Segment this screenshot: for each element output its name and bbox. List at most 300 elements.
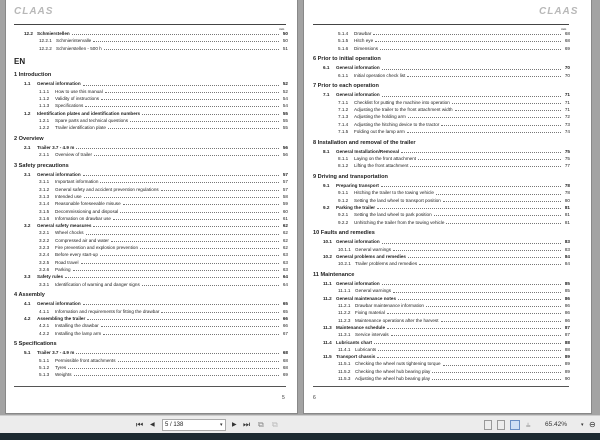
toc-page-number: 50 [282,31,288,36]
toc-section-number: 9.1 [323,183,330,189]
toc-entry[interactable] [14,229,288,236]
toc-entry[interactable] [313,375,570,382]
toc-section-number: 3.3.1 [39,281,50,287]
toc-entry[interactable] [14,322,288,329]
history-back-icon[interactable]: ⧉ [258,420,264,429]
leader-dots [410,162,561,167]
toc-entry-label: Before every start-up [55,252,98,258]
toc-entry-label: Parking the trailer [336,205,376,211]
toc-section-number: 1.2.1 [39,117,50,123]
toc-entry[interactable] [14,37,288,44]
toc-entry-label: Initial operation check list [354,72,406,78]
leader-dots [432,368,561,373]
toc-entry[interactable] [14,171,288,178]
toc-chapter-heading[interactable]: 4 Assembly [14,292,45,299]
leader-dots [120,208,279,213]
toc-entry[interactable] [313,106,570,113]
toc-entry[interactable] [14,88,288,95]
toc-entry-label: Schmierstellen [37,31,70,36]
toc-page-number: 55 [282,110,288,116]
toc-entry[interactable] [14,208,288,215]
toc-section-number: 3.1.6 [39,215,50,221]
toc-page-number: 68 [282,357,288,363]
toc-chapter-heading[interactable]: 5 Specifications [14,341,57,348]
leader-dots [118,357,279,362]
toc-entry-label: Trailer problems and remedies [355,261,418,267]
toc-entry-label: Weights [55,372,72,378]
toc-section-number: 11.4 [323,339,332,345]
table-of-contents [313,30,570,382]
toc-page-number: 65 [282,308,288,314]
leader-dots [377,353,561,358]
toc-page-number: 65 [282,301,288,307]
continuous-view-icon[interactable] [497,420,505,430]
leader-dots [74,371,279,376]
toc-entry-label: General warnings [355,288,392,294]
toc-section-number: 5.1.4 [338,31,349,36]
toc-entry-label: Setting the land wheel to transport position [354,197,441,203]
toc-section-number: 3.2 [24,223,31,229]
toc-entry-label: Assembling the trailer [37,315,86,321]
pdf-page-6 [303,0,592,414]
toc-section-number: 9.2 [323,205,330,211]
toc-section-number: 6.1.1 [338,72,349,78]
single-page-view-icon[interactable] [484,420,492,430]
toc-page-number: 75 [564,156,570,162]
toc-entry-label: Schmierintervalle [56,38,92,44]
toc-entry-label: General safety measures [37,223,92,229]
toc-page-number: 78 [564,190,570,196]
toc-entry[interactable] [313,302,570,309]
leader-dots [455,106,561,111]
leader-dots [418,155,561,160]
toc-section-number: 11.4.1 [338,346,351,352]
toc-page-number: 89 [564,368,570,374]
leader-dots [123,200,279,205]
toc-entry[interactable] [14,45,288,52]
toc-section-number: 11.2.2 [338,310,351,316]
toc-entry-label: General safety and accident prevention regulations [55,186,159,192]
toc-entry[interactable] [313,211,570,218]
toc-page-number: 62 [282,245,288,251]
toc-page-number: 88 [564,346,570,352]
toc-chapter-heading[interactable]: 2 Overview [14,135,44,142]
toc-section-number: 3.2.5 [39,259,50,265]
toc-entry[interactable] [14,259,288,266]
toc-entry-label: Lubricants [355,346,377,352]
toc-entry[interactable] [313,30,570,37]
prev-page-button[interactable]: ◀ [150,422,155,428]
toc-page-number: 68 [282,364,288,370]
toc-entry[interactable] [14,349,288,356]
toc-entry[interactable] [313,246,570,253]
toc-entry[interactable] [14,273,288,280]
leader-dots [408,113,561,118]
toc-page-number: 84 [564,261,570,267]
toc-page-number: 66 [282,315,288,321]
toc-section-number: 12.2.1 [39,38,52,44]
toc-chapter-heading[interactable]: 1 Introduction [14,72,52,79]
toc-entry[interactable] [313,182,570,189]
toc-section-number: 12.2.2 [39,45,52,51]
leader-dots [373,30,561,35]
toc-entry[interactable] [313,189,570,196]
toc-entry[interactable] [14,124,288,131]
leader-dots [101,95,279,100]
toc-entry[interactable] [313,368,570,375]
toc-entry[interactable] [14,178,288,185]
toc-section-number: 7.1.1 [338,99,349,105]
toc-entry-label: Identification plates and identification numbers [37,110,141,116]
toc-section-number: 3.2.1 [39,230,50,236]
toc-page-number: 69 [282,372,288,378]
toc-entry-label: Identification of warning and danger signs [55,281,140,287]
toc-section-number: 2.1 [24,144,31,150]
toc-entry[interactable] [313,99,570,106]
toc-page-number: 86 [564,317,570,323]
leader-dots [101,322,279,327]
toc-entry[interactable] [313,309,570,316]
toc-entry-label: Adjusting the wheel hub bearing play [355,375,431,381]
leader-dots [434,211,561,216]
toc-page-number: 89 [564,354,570,360]
toc-chapter-heading[interactable]: 3 Safety precautions [14,163,69,170]
toc-entry[interactable] [14,102,288,109]
toc-entry[interactable] [313,238,570,245]
zoom-dropdown-icon[interactable]: ▾ [581,422,584,428]
toc-entry[interactable] [14,251,288,258]
toc-section-number: 11.2 [323,295,332,301]
toc-page-number: 66 [282,323,288,329]
toc-section-number: 9.2.1 [338,212,349,218]
toc-page-number: 78 [564,183,570,189]
leader-dots [382,280,561,285]
toc-entry[interactable] [313,331,570,338]
toc-entry-label: General information [336,92,380,98]
toc-page-number: 71 [564,99,570,105]
leader-dots [104,45,279,50]
page-number-field[interactable]: 5 / 138 [162,419,226,431]
footer-rule [313,386,569,387]
toc-page-number: 70 [564,72,570,78]
leader-dots [398,295,561,300]
leader-dots [142,110,279,115]
leader-dots [375,37,561,42]
claas-logo: CLAAS [539,6,579,17]
leader-dots [83,300,279,305]
toc-entry-label: Fixing material [355,310,385,316]
toc-entry[interactable] [313,45,570,52]
toc-section-number: 1.1.1 [39,88,50,94]
leader-dots [161,308,279,313]
toc-entry-label: Parking [55,266,71,272]
toc-section-number: 12.2 [24,31,33,36]
toc-entry[interactable] [14,30,288,37]
toc-entry-label: Schmierstellen - 500 h [56,45,102,51]
toc-section-number: 10.1.1 [338,246,351,252]
toc-entry[interactable] [313,113,570,120]
toc-page-number: 62 [282,230,288,236]
toc-chapter-heading[interactable]: 11 Maintenance [313,272,355,279]
toc-section-number: 5.1.1 [39,357,50,363]
toc-entry-label: Road travel [55,259,79,265]
toc-section-number: 8.1.1 [338,156,349,162]
zoom-level[interactable]: 65.42% [545,421,568,428]
toc-chapter-heading[interactable]: 8 Installation and removal of the trailer [313,139,416,146]
leader-dots [382,64,561,69]
toc-entry[interactable] [313,360,570,367]
toc-entry[interactable] [14,357,288,364]
leader-dots [161,186,279,191]
toc-section-number: 11.5.3 [338,375,351,381]
toc-page-number: 69 [564,45,570,51]
toc-entry-label: Reasonable foreseeable misuse [55,201,121,207]
toc-entry-label: Wheel chocks [55,230,84,236]
toc-section-number: 5.1.5 [338,38,349,44]
leader-dots [391,331,561,336]
toc-chapter-heading[interactable]: 10 Faults and remedies [313,230,375,237]
toc-entry[interactable] [313,37,570,44]
toc-entry-label: Unhitching the trailer from the towing vehicle [354,219,445,225]
toc-entry[interactable] [14,300,288,307]
toc-entry[interactable] [313,91,570,98]
leader-dots [377,204,561,209]
toc-entry[interactable] [14,222,288,229]
toc-section-number: 4.2 [24,315,31,321]
toc-page-number: 86 [564,310,570,316]
leader-dots [86,229,279,234]
toc-page-number: 87 [564,332,570,338]
toc-entry[interactable] [313,280,570,287]
toc-entry[interactable] [313,317,570,324]
toc-section-number: 11.3.1 [338,332,351,338]
toc-entry-label: General information [37,81,81,87]
toc-entry-label: Information on drawbar use [55,215,111,221]
toc-entry[interactable] [14,244,288,251]
toc-page-number: 54 [282,103,288,109]
toc-page-number: 51 [282,45,288,51]
toc-entry[interactable] [313,148,570,155]
toc-entry[interactable] [14,193,288,200]
toc-language-heading[interactable]: EN [14,56,26,66]
leader-dots [401,148,561,153]
toc-section-number: 7.1.5 [338,128,349,134]
toc-section-number: 4.2.1 [39,323,50,329]
toc-entry[interactable] [14,315,288,322]
leader-dots [83,171,279,176]
toc-entry[interactable] [14,110,288,117]
toc-entry[interactable] [313,324,570,331]
toc-entry-label: Dimensions [354,45,378,51]
toc-section-number: 7.1 [323,92,330,98]
toc-page-number: 70 [564,65,570,71]
toc-page-number: 89 [564,361,570,367]
toc-chapter-heading[interactable]: 6 Prior to initial operation [313,56,381,63]
toc-entry-label: Adjusting the hitching device to the tractor [354,121,440,127]
toc-entry[interactable] [14,266,288,273]
toc-entry[interactable] [313,353,570,360]
toc-entry[interactable] [313,260,570,267]
toc-section-number: 2.1.1 [39,152,50,158]
toc-entry[interactable] [14,330,288,337]
leader-dots [443,360,561,365]
toc-entry[interactable] [14,215,288,222]
toc-section-number: 5.1.3 [39,372,50,378]
toc-section-number: 10.1 [323,239,332,245]
toc-section-number: 11.5 [323,354,332,360]
toc-entry[interactable] [14,151,288,158]
toc-entry[interactable] [14,364,288,371]
history-forward-icon[interactable]: ⧉ [272,420,278,429]
leader-dots [446,219,561,224]
toc-entry-label: Transport chassis [336,354,376,360]
toc-entry[interactable] [14,117,288,124]
toc-entry-label: Setting the land wheel to park position [354,212,432,218]
toc-chapter-heading[interactable]: 7 Prior to each operation [313,83,379,90]
leader-dots [105,88,279,93]
last-page-button[interactable]: ⏭ [243,420,251,429]
toc-entry-label: Drawbar [354,31,372,36]
toc-entry-label: Maintenance operations after the harvest [355,317,439,323]
toc-entry[interactable] [14,80,288,87]
toc-section-number: 11.3 [323,324,332,330]
toc-page-number: 77 [564,163,570,169]
toc-page-number: 80 [564,197,570,203]
leader-dots [436,189,561,194]
toc-section-number: 3.2.3 [39,245,50,251]
toc-entry-label: Drawbar maintenance information [355,303,424,309]
toc-page-number: 52 [282,88,288,94]
toc-section-number: 7.1.2 [338,107,349,113]
page-number: 5 [282,395,285,401]
toc-page-number: 75 [564,148,570,154]
leader-dots [407,72,561,77]
toc-page-number: 68 [282,350,288,356]
toc-entry[interactable] [313,253,570,260]
toc-section-number: 4.2.2 [39,330,50,336]
two-page-view-icon[interactable] [510,420,520,430]
toc-entry-label: Trailer 3.7 - 4.9 m [37,144,75,150]
leader-dots [68,364,279,369]
toc-entry[interactable] [313,121,570,128]
leader-dots [111,237,279,242]
toc-entry[interactable] [14,308,288,315]
toc-entry[interactable] [14,237,288,244]
toc-page-number: 57 [282,179,288,185]
leader-dots [408,253,561,258]
toc-entry-label: General information [37,172,81,178]
leader-dots [387,309,561,314]
toc-entry[interactable] [14,186,288,193]
toc-entry[interactable] [313,72,570,79]
toc-page-number: 73 [564,121,570,127]
toc-entry-label: Overview of trailer [55,152,93,158]
two-page-continuous-view-icon[interactable]: ⫨ [526,420,531,429]
toc-entry[interactable] [14,281,288,288]
toc-entry-label: Hitch eye [354,38,374,44]
toc-entry-label: Maintenance schedule [336,324,386,330]
toc-page-number: 67 [282,330,288,336]
leader-dots [94,151,279,156]
leader-dots [387,324,561,329]
leader-dots [85,102,279,107]
toc-entry-label: Checking the wheel hub bearing play [355,368,431,374]
toc-page-number: 59 [282,201,288,207]
toc-entry[interactable] [313,64,570,71]
toc-entry[interactable] [313,287,570,294]
toc-entry[interactable] [14,200,288,207]
toc-entry-label: Laying on the front attachment [354,156,417,162]
leader-dots [65,273,279,278]
leader-dots [382,238,561,243]
toc-entry[interactable] [313,295,570,302]
toc-page-number: 84 [564,254,570,260]
leader-dots [374,339,561,344]
toc-entry[interactable] [313,219,570,226]
toc-section-number: 3.1.5 [39,208,50,214]
toc-entry-label: General information [37,301,81,307]
toc-section-number: 3.1.2 [39,186,50,192]
toc-entry[interactable] [313,155,570,162]
page-dropdown-icon[interactable]: ▾ [220,422,223,428]
toc-page-number: 62 [282,223,288,229]
toc-entry-label: Lifting the front attachment [354,163,409,169]
toc-entry-label: General problems and remedies [336,254,406,260]
toc-entry[interactable] [313,197,570,204]
toc-section-number: 5.1.6 [338,45,349,51]
claas-logo: CLAAS [14,6,54,17]
viewer-toolbar [0,415,600,433]
toc-page-number: 81 [564,212,570,218]
toc-section-number: 3.1.4 [39,201,50,207]
toc-entry-label: Lubricants chart [336,339,372,345]
header-rule [14,24,286,25]
zoom-out-button[interactable]: ⊖ [589,420,596,429]
toc-entry[interactable] [14,144,288,151]
toc-page-number: 64 [282,274,288,280]
leader-dots [113,215,279,220]
leader-dots [72,30,279,35]
leader-dots [432,375,561,380]
leader-dots [93,222,279,227]
toc-section-number: 7.1.4 [338,121,349,127]
toc-page-number: 85 [564,288,570,294]
toc-chapter-heading[interactable]: 9 Driving and transportation [313,174,388,181]
toc-entry-label: Safety rules [37,274,64,280]
leader-dots [83,80,279,85]
toc-section-number: 11.2.1 [338,303,351,309]
toc-section-number: 4.1.1 [39,308,50,314]
toc-entry[interactable] [14,95,288,102]
leader-dots [407,128,561,133]
toc-entry-label: Trailer 3.7 - 4.9 m [37,350,75,356]
toc-page-number: 54 [282,95,288,101]
toc-page-number: 83 [564,246,570,252]
toc-entry[interactable] [313,204,570,211]
header-rule [313,24,569,25]
first-page-button[interactable]: ⏮ [136,420,144,429]
toc-entry[interactable] [313,339,570,346]
toc-entry[interactable] [313,346,570,353]
toc-section-number: 7.1.3 [338,114,349,120]
toc-entry[interactable] [313,162,570,169]
toc-entry[interactable] [14,371,288,378]
toc-entry-label: Installing the drawbar [55,323,99,329]
toc-entry[interactable] [313,128,570,135]
unit-label: mm [279,27,285,31]
toc-page-number: 71 [564,107,570,113]
next-page-button[interactable]: ▶ [232,422,237,428]
